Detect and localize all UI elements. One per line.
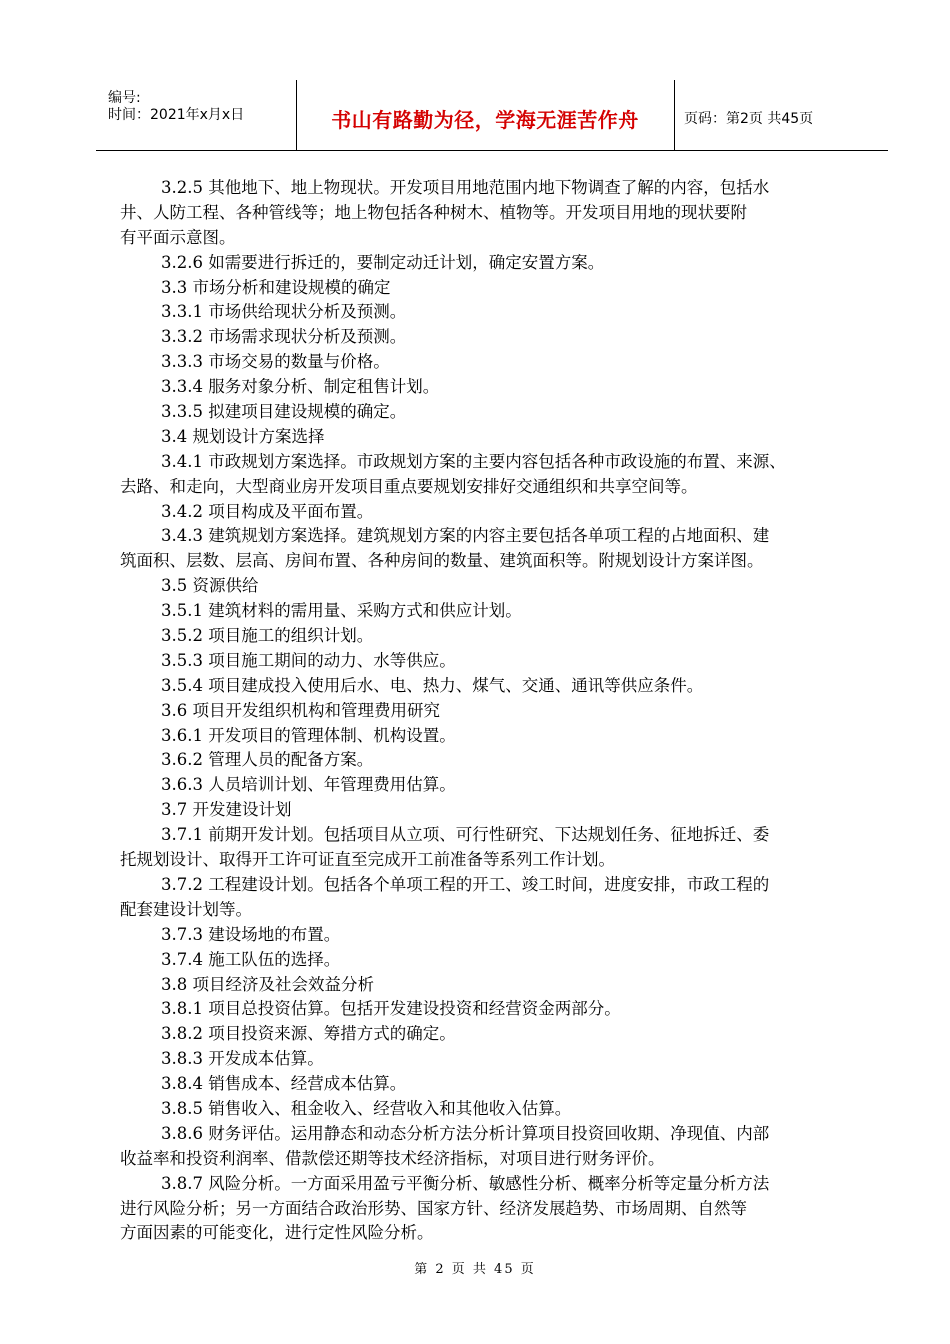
text-line: 3.5.3 项目施工期间的动力、水等供应。 (161, 650, 456, 670)
text-line: 3.7.3 建设场地的布置。 (161, 924, 341, 944)
text-line: 3.5.4 项目建成投入使用后水、电、热力、煤气、交通、通讯等供应条件。 (161, 675, 704, 695)
text-line: 井、人防工程、各种管线等；地上物包括各种树木、植物等。开发项目用地的现状要附 (120, 202, 747, 222)
text-line: 3.3.1 市场供给现状分析及预测。 (161, 302, 407, 322)
text-line: 3.2.6 如需要进行拆迁的，要制定动迁计划，确定安置方案。 (161, 252, 605, 272)
text-line: 3.4.2 项目构成及平面布置。 (161, 501, 374, 521)
text-line: 3.5.2 项目施工的组织计划。 (161, 626, 374, 646)
text-line: 3.8.7 风险分析。一方面采用盈亏平衡分析、敏感性分析、概率分析等定量分析方法 (161, 1173, 770, 1193)
text-line: 3.8.4 销售成本、经营成本估算。 (161, 1074, 407, 1094)
header-motto-cell (296, 80, 675, 150)
text-line: 3.3.2 市场需求现状分析及预测。 (161, 327, 407, 347)
text-line: 3.8.6 财务评估。运用静态和动态分析方法分析计算项目投资回收期、净现值、内部 (161, 1123, 770, 1143)
text-line: 3.6.1 开发项目的管理体制、机构设置。 (161, 725, 456, 745)
document-number-label: 编号: (108, 90, 141, 106)
text-line: 托规划设计、取得开工许可证直至完成开工前准备等系列工作计划。 (120, 850, 615, 870)
text-line: 3.3 市场分析和建设规模的确定 (161, 277, 391, 297)
text-line: 有平面示意图。 (120, 227, 236, 247)
header-page-number: 页码：第2页 共45页 (684, 111, 814, 127)
text-line: 进行风险分析；另一方面结合政治形势、国家方针、经济发展趋势、市场周期、自然等 (120, 1198, 747, 1218)
text-line: 3.7.2 工程建设计划。包括各个单项工程的开工、竣工时间，进度安排，市政工程的 (161, 874, 770, 894)
text-line: 3.8 项目经济及社会效益分析 (161, 974, 374, 994)
page-footer: 第 2 页 共 45 页 (414, 1262, 536, 1277)
text-line: 3.5 资源供给 (161, 576, 259, 596)
text-line: 3.3.4 服务对象分析、制定租售计划。 (161, 377, 440, 397)
document-body (120, 176, 864, 1246)
text-line: 方面因素的可能变化，进行定性风险分析。 (120, 1223, 434, 1243)
text-line: 3.7 开发建设计划 (161, 800, 292, 820)
text-line: 3.7.4 施工队伍的选择。 (161, 949, 341, 969)
text-line: 3.6.2 管理人员的配备方案。 (161, 750, 374, 770)
text-line: 配套建设计划等。 (120, 899, 252, 919)
header-motto: 书山有路勤为径，学海无涯苦作舟 (331, 108, 639, 132)
text-line: 3.7.1 前期开发计划。包括项目从立项、可行性研究、下达规划任务、征地拆迁、委 (161, 825, 770, 845)
text-line: 3.4.3 建筑规划方案选择。建筑规划方案的内容主要包括各单项工程的占地面积、建 (161, 526, 770, 546)
text-line: 3.8.2 项目投资来源、筹措方式的确定。 (161, 1024, 456, 1044)
text-line: 3.4 规划设计方案选择 (161, 426, 325, 446)
text-line: 3.2.5 其他地下、地上物现状。开发项目用地范围内地下物调查了解的内容，包括水 (161, 178, 770, 197)
text-line: 3.6.3 人员培训计划、年管理费用估算。 (161, 775, 456, 795)
text-line: 3.3.3 市场交易的数量与价格。 (161, 352, 390, 372)
document-time-label: 时间：2021年x月x日 (108, 107, 245, 123)
text-line: 3.6 项目开发组织机构和管理费用研究 (161, 700, 440, 720)
page-header (96, 80, 888, 151)
text-line: 筑面积、层数、层高、房间布置、各种房间的数量、建筑面积等。附规划设计方案详图。 (120, 551, 764, 571)
text-line: 收益率和投资利润率、借款偿还期等技术经济指标，对项目进行财务评价。 (120, 1148, 665, 1168)
header-meta-cell (96, 80, 297, 150)
text-line: 去路、和走向，大型商业房开发项目重点要规划安排好交通组织和共享空间等。 (120, 476, 698, 496)
text-line: 3.8.5 销售收入、租金收入、经营收入和其他收入估算。 (161, 1098, 572, 1118)
text-line: 3.8.1 项目总投资估算。包括开发建设投资和经营资金两部分。 (161, 999, 621, 1019)
text-line: 3.8.3 开发成本估算。 (161, 1049, 324, 1069)
header-page-cell (674, 80, 888, 150)
text-line: 3.4.1 市政规划方案选择。市政规划方案的主要内容包括各种市政设施的布置、来源、 (161, 451, 786, 471)
text-line: 3.3.5 拟建项目建设规模的确定。 (161, 402, 407, 422)
text-line: 3.5.1 建筑材料的需用量、采购方式和供应计划。 (161, 601, 522, 621)
